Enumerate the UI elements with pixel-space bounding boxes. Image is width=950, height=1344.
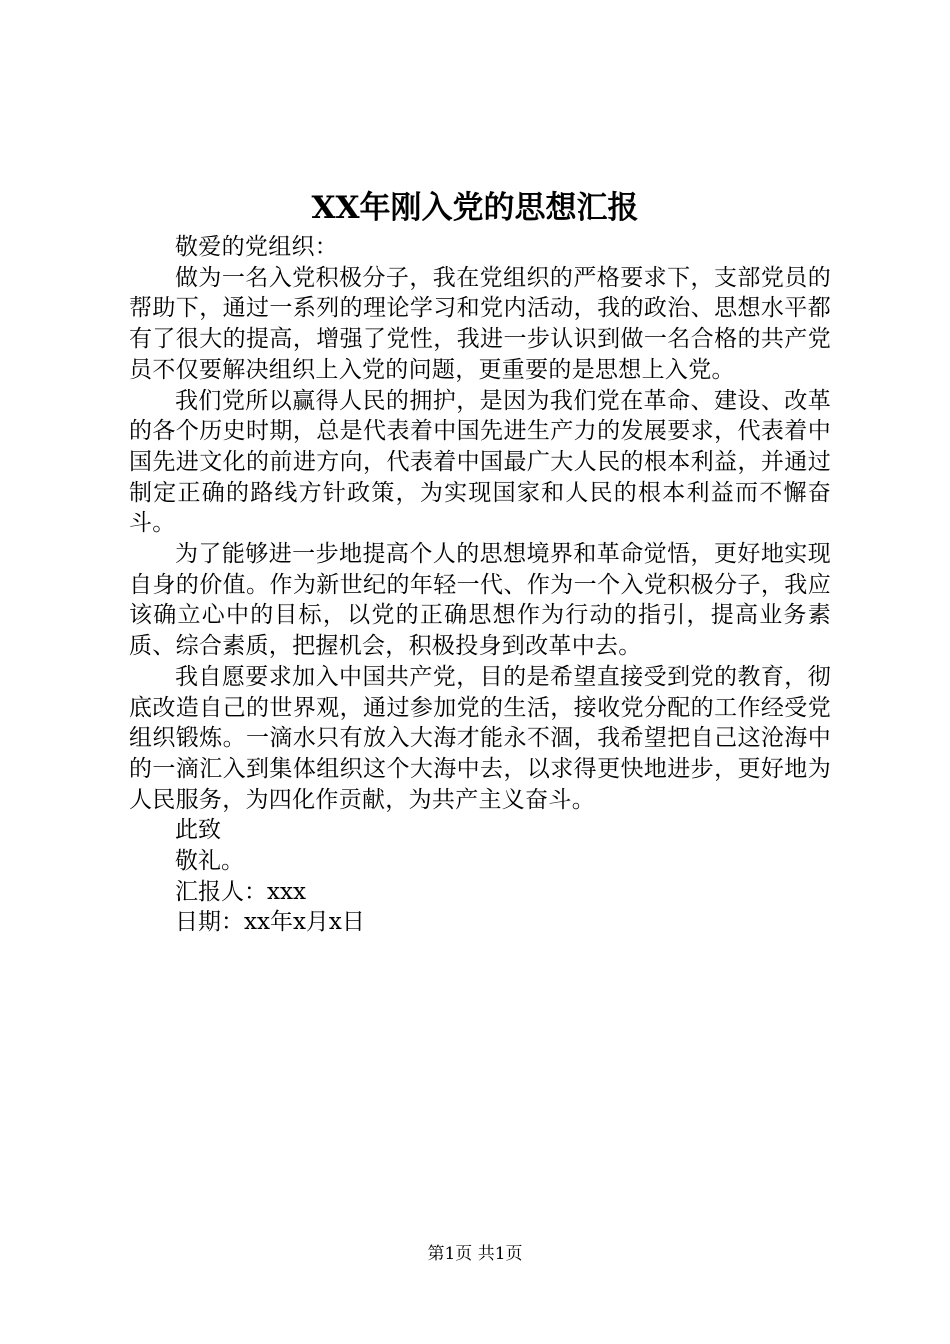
paragraph-1: 做为一名入党积极分子，我在党组织的严格要求下，支部党员的帮助下，通过一系列的理论学习和党内活动，我的政治、思想水平都有了很大的提高，增强了党性，我进一步认识到做一名合格的共产党员不仅要解决组织上入党的问题，更重要的是思想上入党。 [129, 264, 831, 383]
paragraph-4: 我自愿要求加入中国共产党，目的是希望直接受到党的教育，彻底改造自己的世界观，通过参加党的生活，接收党分配的工作经受党组织锻炼。一滴水只有放入大海才能永不涸，我希望把自己这沧海中的一滴汇入到集体组织这个大海中去，以求得更快地进步，更好地为人民服务，为四化作贡献，为共产主义奋斗。 [129, 663, 831, 813]
closing-salute: 敬礼。 [175, 848, 244, 875]
paragraph-3: 为了能够进一步地提高个人的思想境界和革命觉悟，更好地实现自身的价值。作为新世纪的年轻一代、作为一个入党积极分子，我应该确立心中的目标，以党的正确思想作为行动的指引，提高业务素质、综合素质，把握机会，积极投身到改革中去。 [129, 541, 831, 660]
closing-greeting: 此致 [175, 817, 221, 844]
document-body [129, 232, 831, 938]
document-title: XX年刚入党的思想汇报 [311, 190, 639, 226]
page-footer: 第1页 共1页 [427, 1244, 523, 1264]
reporter-line: 汇报人：xxx [175, 878, 306, 905]
date-line: 日期：xx年x月x日 [175, 909, 365, 936]
paragraph-2: 我们党所以赢得人民的拥护，是因为我们党在革命、建设、改革的各个历史时期，总是代表着中国先进生产力的发展要求，代表着中国先进文化的前进方向，代表着中国最广大人民的根本利益，并通过制定正确的路线方针政策，为实现国家和人民的根本利益而不懈奋斗。 [129, 387, 831, 537]
salutation: 敬爱的党组织： [175, 234, 339, 260]
